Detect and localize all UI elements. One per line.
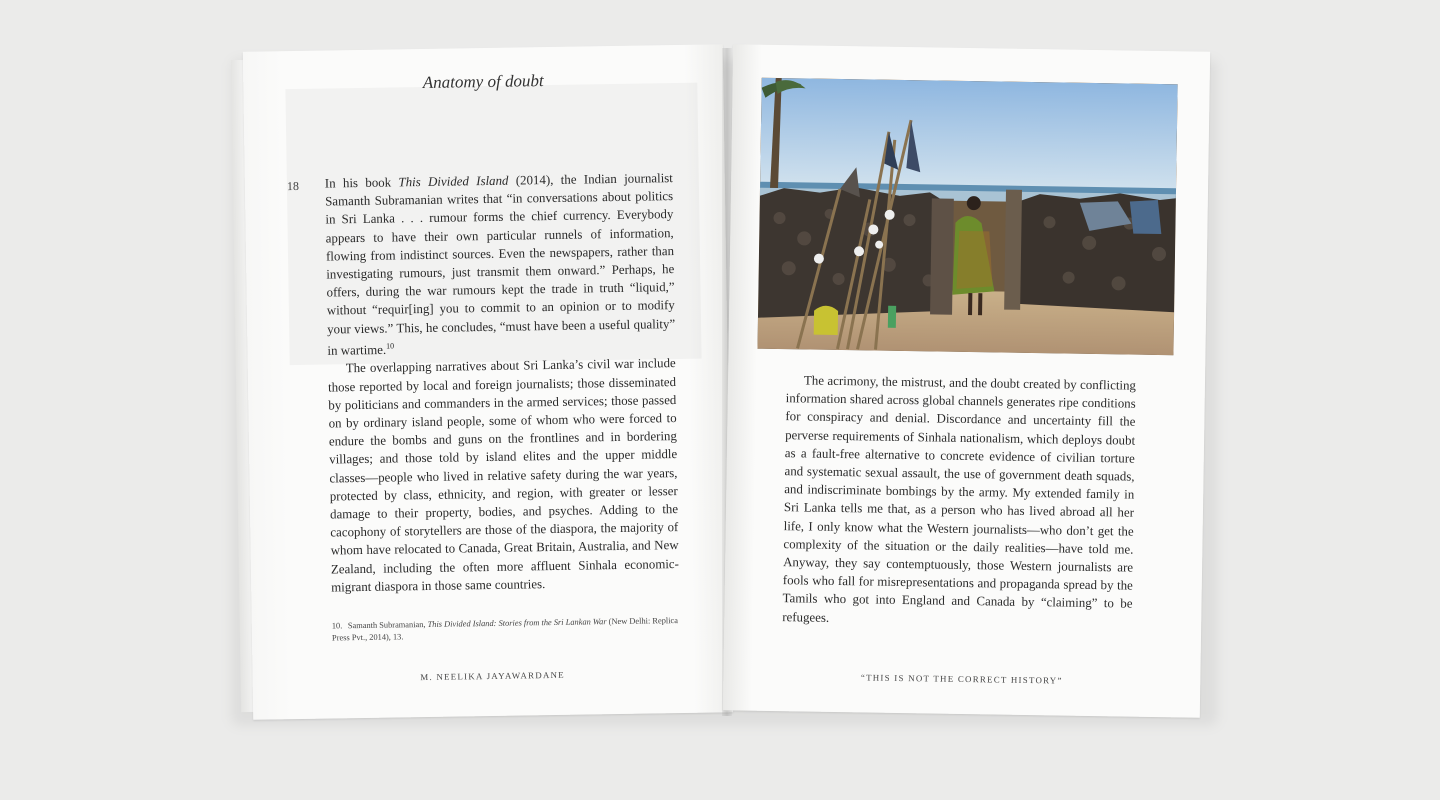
- photo-illustration: [757, 78, 1177, 356]
- page-number: 18: [286, 178, 300, 194]
- footnote-number: 10.: [331, 621, 343, 631]
- running-head: Anatomy of doubt: [422, 71, 544, 92]
- footnote-title: This Divided Island: Stories from the Sri Lankan War: [427, 617, 607, 629]
- photo-beach-woman: [757, 78, 1177, 356]
- right-body-text: [782, 371, 1136, 631]
- para1-text-a: In his book: [324, 175, 399, 191]
- footnote: [332, 615, 682, 644]
- paragraph-2: The overlapping narratives about Sri Lanka’s civil war include those reported by local and foreign journalists; those disseminated by politicians and commanders in the armed services; those passed on by ordinary island people, some of whom who were forced to endure the bombs and guns on the frontlines and in bordering villages; and those told by island elites and the upper middle classes—people who lived in relative safety during the war years, protected by class, ethnicity, and region, with greater or lesser damage to their property, bodies, and psyches. Adding to the cacophony of storytellers are those of the diaspora, the majority of whom have relocated to Canada, Great Britain, Australia, and New Zealand, including the often more affluent Sinhala economic-migrant diaspora in those same countries.: [327, 356, 679, 595]
- footnote-text-b: (New Delhi: Replica Press Pvt., 2014), 13.: [331, 616, 679, 643]
- left-body-text: [325, 169, 680, 596]
- para1-text-b: (2014), the Indian journalist Samanth Subramanian writes that “in conversations about politics in Sri Lanka . . . rumour forms the chief currency. Everybody appears to have their own particular runnels of information, flowing from indistinct sources. Even the newspapers, rather than investigating rumours, just transmit them onward.” Perhaps, he offers, during the war rumours kept the trade in truth “liquid,” without “requir[ing] you to commit to an opinion or to modify your views.” This, he concludes, “must have been a useful quality” in wartime.: [325, 171, 676, 358]
- paragraph-1: [325, 169, 676, 360]
- left-page: [243, 44, 733, 719]
- book-title: This Divided Island: [398, 173, 509, 190]
- left-footer: M. NEELIKA JAYAWARDANE: [420, 669, 566, 683]
- right-page: [723, 44, 1210, 717]
- paragraph-3: The acrimony, the mistrust, and the doubt created by conflicting information shared across global channels generates ripe conditions for conspiracy and denial. Discordance and uncertainty fill the perverse requirements of Sinhala nationalism, which deploys doubt as a fault-free alternative to concrete evidence of civilian torture and systematic sexual assault, the use of government death squads, and indiscriminate bombings by the army. My extended family in Sri Lanka tells me that, as a person who has lived abroad all her life, I only know what the Western journalists—who don’t get the complexity of the situation or the daily realities—have told me. Anyway, they say contemptuously, those Western journalists are fools who fall for misrepresentations and propaganda spread by the Tamils who got into England and Canada by “claiming” to be refugees.: [782, 373, 1137, 625]
- note-reference: 10: [386, 341, 395, 351]
- right-footer: “THIS IS NOT THE CORRECT HISTORY”: [860, 672, 1063, 686]
- footnote-text-a: Samanth Subramanian,: [347, 619, 428, 631]
